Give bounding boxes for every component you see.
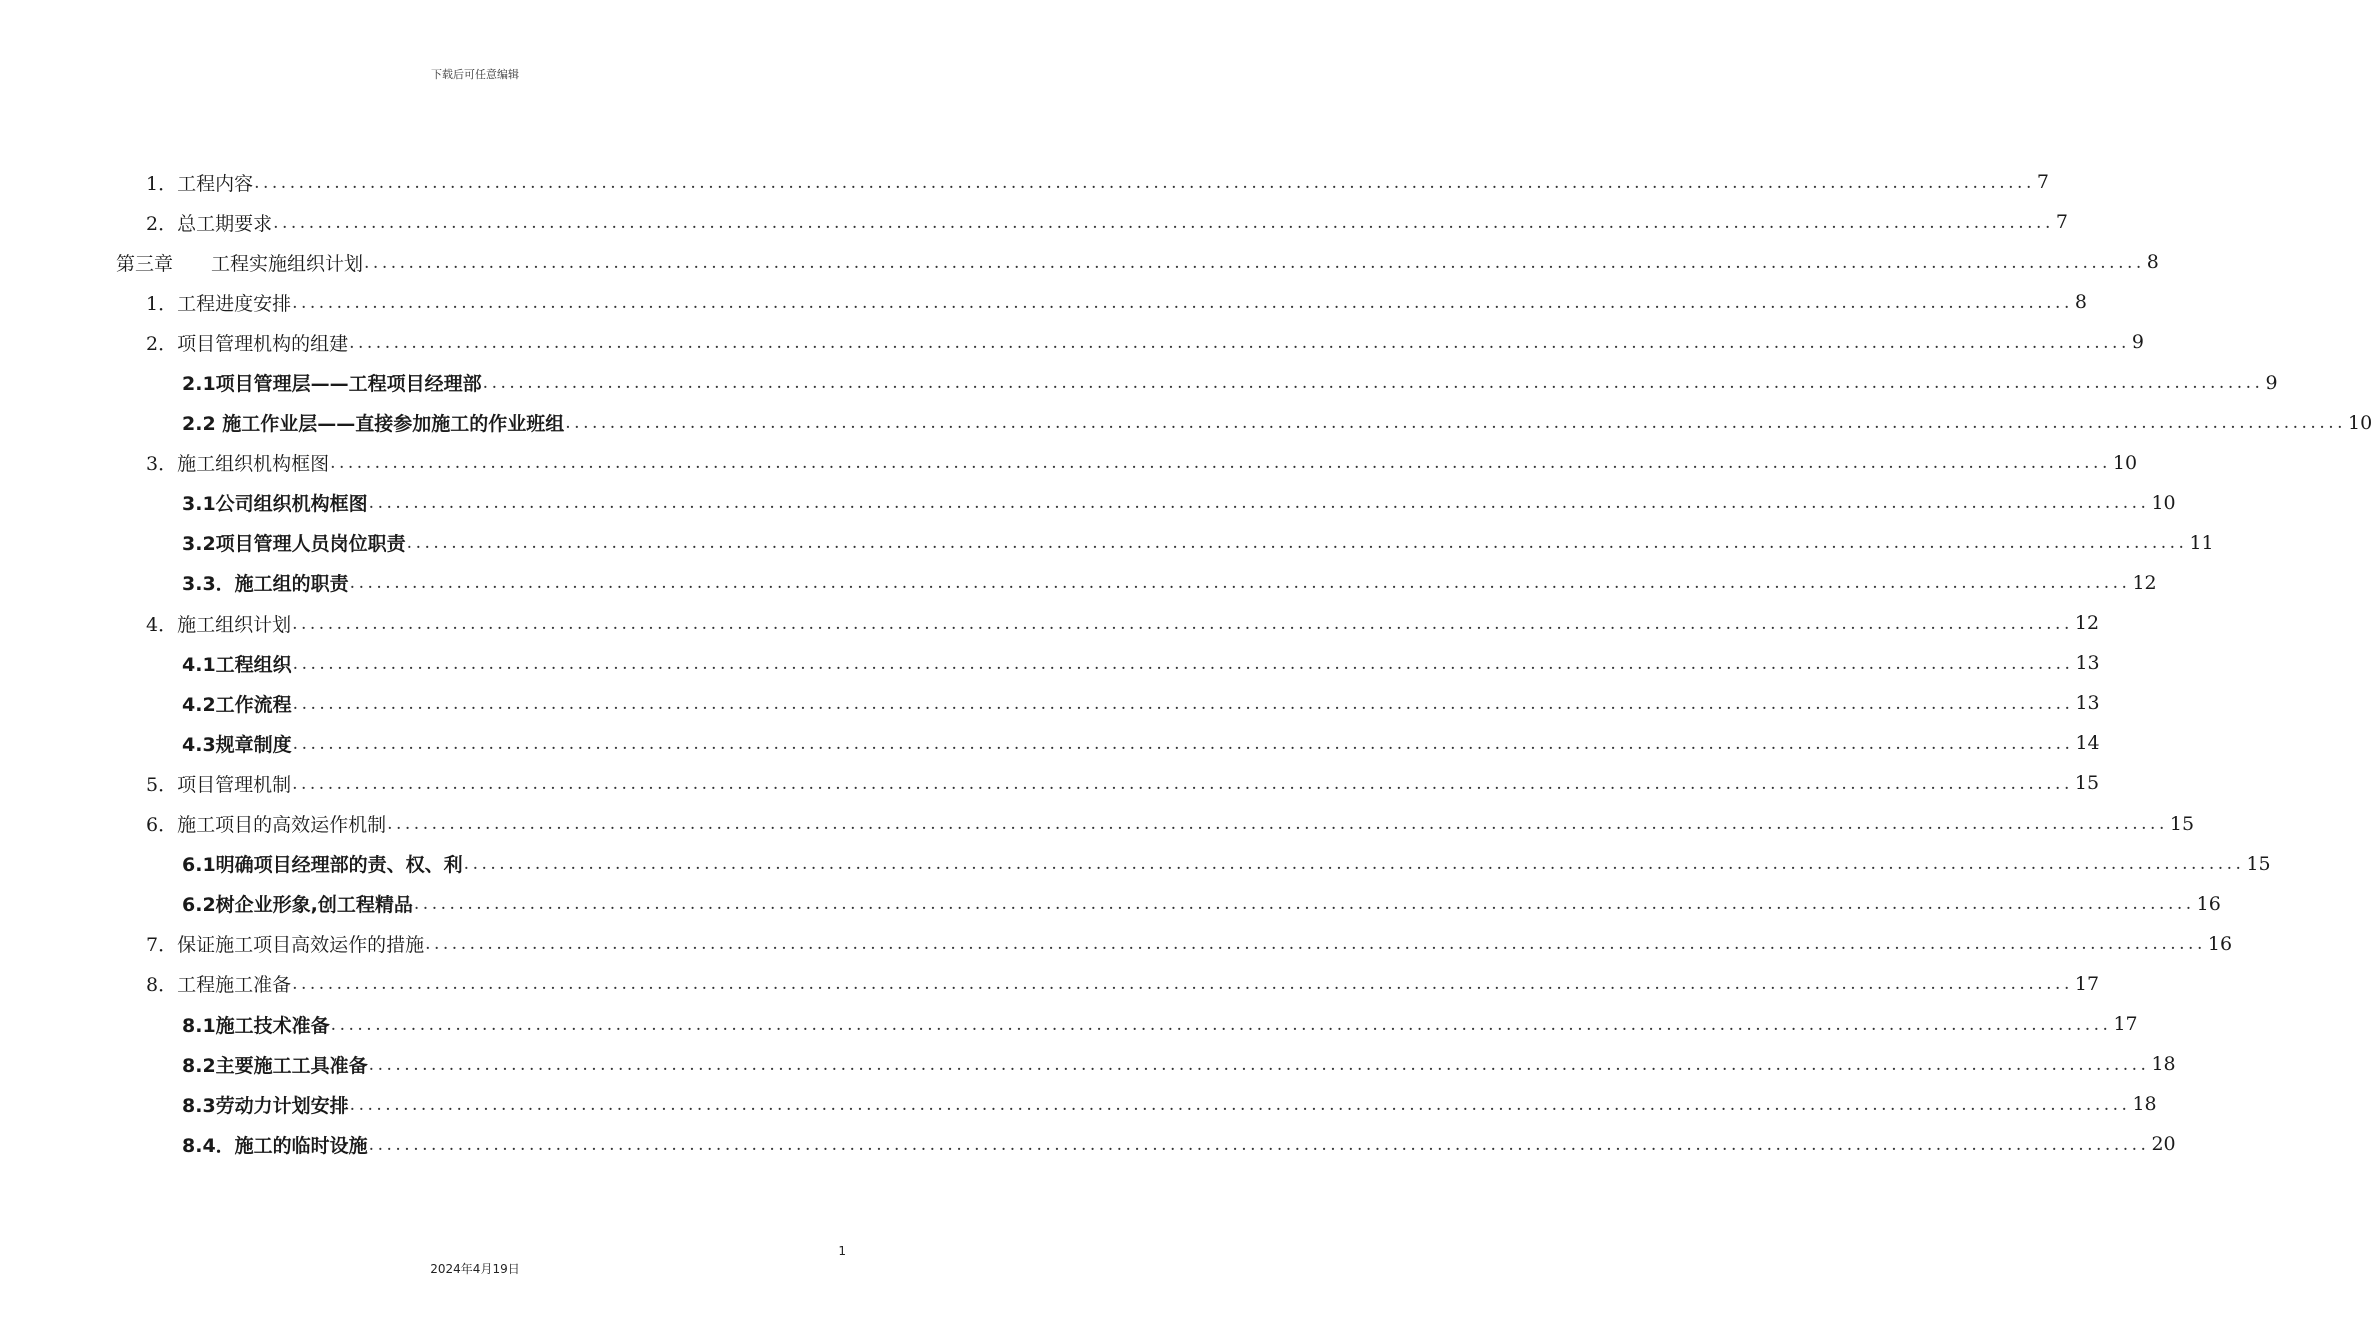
toc-entry-title: 4.2工作流程 — [182, 693, 292, 716]
dot-leader: ........................................................................................................................................................................................................ — [463, 854, 2245, 875]
toc-entry[interactable] — [0, 523, 2214, 563]
toc-entry-title: 8.2主要施工工具准备 — [182, 1054, 368, 1077]
toc-entry-page: 17 — [2074, 972, 2100, 995]
toc-entry-title: 1．工程内容 — [146, 172, 254, 195]
footer-date: 2024年4月19日 — [430, 1262, 520, 1276]
toc-entry-title: 3.2项目管理人员岗位职责 — [182, 533, 406, 556]
toc-entry-title: 2.2 施工作业层——直接参加施工的作业班组 — [182, 413, 565, 436]
toc-entry-page: 16 — [2196, 892, 2221, 915]
toc-entry[interactable] — [0, 362, 2278, 402]
toc-entry[interactable] — [0, 483, 2176, 523]
toc-entry[interactable] — [0, 643, 2100, 683]
toc-entry-page: 9 — [2131, 331, 2144, 354]
toc-entry-title: 2.1项目管理层——工程项目经理部 — [182, 373, 482, 396]
page-header: 下载后可任意编辑 — [431, 68, 519, 81]
toc-entry-title: 4.3规章制度 — [182, 733, 292, 756]
toc-entry-page: 17 — [2113, 1013, 2138, 1036]
dot-leader: ........................................................................................................................................................................................................ — [368, 1054, 2150, 1075]
toc-entry-title: 6.1明确项目经理部的责、权、利 — [182, 854, 463, 877]
toc-entry[interactable] — [0, 1124, 2176, 1164]
toc-entry-title: 4．施工组织计划 — [146, 613, 292, 636]
toc-entry[interactable] — [0, 964, 2100, 1004]
toc-entry[interactable] — [0, 723, 2100, 763]
toc-entry-title: 5．项目管理机制 — [146, 773, 292, 796]
toc-entry-page: 12 — [2074, 612, 2100, 635]
dot-leader: ........................................................................................................................................................................................................ — [368, 493, 2150, 514]
toc-entry-title: 8.3劳动力计划安排 — [182, 1094, 349, 1117]
dot-leader: ........................................................................................................................................................................................................ — [368, 1134, 2150, 1155]
dot-leader: ........................................................................................................................................................................................................ — [565, 413, 2347, 434]
toc-entry-page: 10 — [2112, 451, 2138, 474]
toc-entry-title: 8．工程施工准备 — [146, 974, 292, 997]
toc-entry[interactable] — [0, 884, 2221, 924]
dot-leader: ........................................................................................................................................................................................................ — [292, 974, 2073, 995]
page-number: 1 — [838, 1244, 846, 1258]
toc-entry-title: 3.1公司组织机构框图 — [182, 493, 368, 516]
toc-entry-title: 3．施工组织机构框图 — [146, 453, 330, 476]
toc-entry-title: 7．保证施工项目高效运作的措施 — [146, 934, 425, 957]
dot-leader: ........................................................................................................................................................................................................ — [364, 252, 2145, 273]
dot-leader: ........................................................................................................................................................................................................ — [292, 613, 2073, 634]
toc-entry-page: 11 — [2189, 531, 2214, 554]
toc-entry-title: 2．项目管理机构的组建 — [146, 332, 349, 355]
toc-entry[interactable] — [0, 403, 2372, 443]
toc-entry-page: 7 — [2036, 171, 2049, 194]
toc-entry-title: 第三章 工程实施组织计划 — [116, 252, 364, 275]
toc-entry[interactable] — [0, 924, 2233, 964]
toc-entry[interactable] — [0, 1084, 2157, 1124]
toc-entry-page: 13 — [2075, 692, 2100, 715]
dot-leader: ........................................................................................................................................................................................................ — [292, 292, 2073, 313]
toc-entry[interactable] — [0, 1004, 2138, 1044]
toc-entry-page: 18 — [2132, 1093, 2157, 1116]
dot-leader: ........................................................................................................................................................................................................ — [349, 332, 2130, 353]
toc-entry[interactable] — [0, 162, 2049, 202]
toc-entry-page: 8 — [2146, 251, 2159, 274]
dot-leader: ........................................................................................................................................................................................................ — [330, 1014, 2112, 1035]
dot-leader: ........................................................................................................................................................................................................ — [406, 533, 2188, 554]
dot-leader: ........................................................................................................................................................................................................ — [413, 894, 2195, 915]
toc-entry-page: 12 — [2132, 571, 2157, 594]
toc-entry-page: 15 — [2246, 852, 2271, 875]
toc-entry[interactable] — [0, 804, 2195, 844]
toc-entry-page: 10 — [2151, 491, 2176, 514]
toc-entry-title: 4.1工程组织 — [182, 653, 292, 676]
toc-entry-page: 13 — [2075, 652, 2100, 675]
toc-entry[interactable] — [0, 563, 2157, 603]
toc-entry-title: 6.2树企业形象,创工程精品 — [182, 894, 413, 917]
toc-entry[interactable] — [0, 282, 2087, 322]
dot-leader: ........................................................................................................................................................................................................ — [292, 653, 2074, 674]
toc-entry[interactable] — [0, 202, 2068, 242]
toc-entry-page: 18 — [2151, 1053, 2176, 1076]
toc-entry-page: 15 — [2074, 772, 2100, 795]
toc-entry-title: 8.1施工技术准备 — [182, 1014, 330, 1037]
toc-entry-title: 6．施工项目的高效运作机制 — [146, 814, 387, 837]
dot-leader: ........................................................................................................................................................................................................ — [349, 573, 2131, 594]
toc-entry[interactable] — [0, 844, 2271, 884]
toc-entry-title: 3.3．施工组的职责 — [182, 573, 349, 596]
dot-leader: ........................................................................................................................................................................................................ — [482, 373, 2264, 394]
dot-leader: ........................................................................................................................................................................................................ — [292, 733, 2074, 754]
toc-entry-page: 16 — [2207, 932, 2233, 955]
dot-leader: ........................................................................................................................................................................................................ — [254, 172, 2035, 193]
toc-entry-page: 10 — [2348, 411, 2372, 434]
dot-leader: ........................................................................................................................................................................................................ — [425, 934, 2206, 955]
toc-entry-title: 8.4．施工的临时设施 — [182, 1134, 368, 1157]
dot-leader: ........................................................................................................................................................................................................ — [273, 212, 2054, 233]
toc-entry-page: 8 — [2074, 291, 2087, 314]
toc-entry[interactable] — [0, 603, 2100, 643]
toc-entry-page: 15 — [2169, 812, 2195, 835]
toc-entry[interactable] — [0, 683, 2100, 723]
toc-entry-title: 1．工程进度安排 — [146, 292, 292, 315]
dot-leader: ........................................................................................................................................................................................................ — [292, 693, 2074, 714]
toc-entry-page: 14 — [2075, 732, 2100, 755]
toc-entry[interactable] — [0, 322, 2144, 362]
toc-entry-page: 20 — [2151, 1133, 2176, 1156]
dot-leader: ........................................................................................................................................................................................................ — [330, 453, 2111, 474]
toc-entry[interactable] — [0, 763, 2100, 803]
toc-entry-page: 9 — [2265, 371, 2278, 394]
dot-leader: ........................................................................................................................................................................................................ — [349, 1094, 2131, 1115]
dot-leader: ........................................................................................................................................................................................................ — [387, 814, 2168, 835]
toc-entry-title: 2．总工期要求 — [146, 212, 273, 235]
dot-leader: ........................................................................................................................................................................................................ — [292, 773, 2073, 794]
table-of-contents — [0, 162, 2372, 1164]
toc-entry[interactable] — [0, 1044, 2176, 1084]
toc-entry[interactable] — [0, 242, 2159, 282]
toc-entry-page: 7 — [2055, 211, 2068, 234]
toc-entry[interactable] — [0, 443, 2138, 483]
